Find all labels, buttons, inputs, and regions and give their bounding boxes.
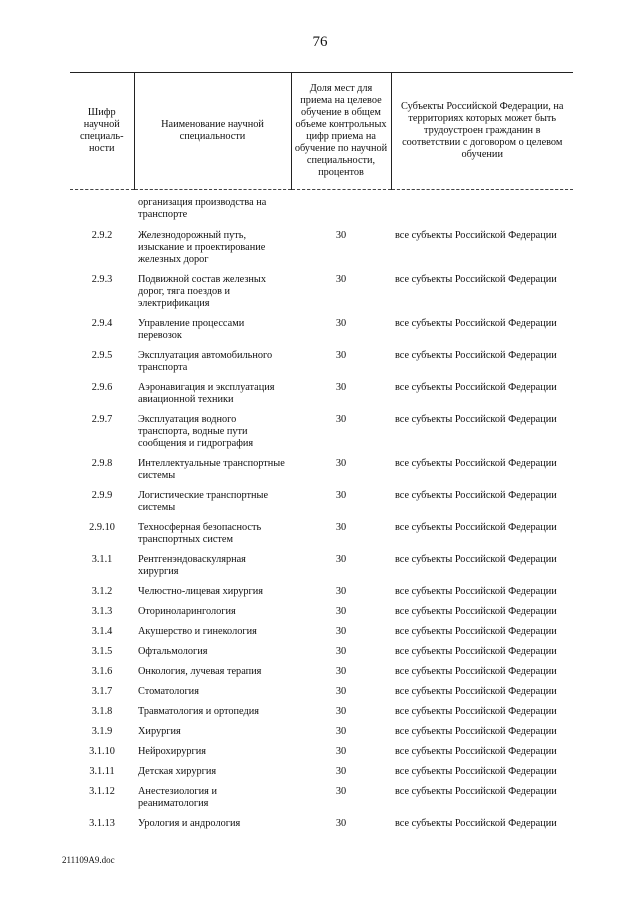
row-name: Челюстно-лицевая хирургия bbox=[138, 586, 264, 597]
row-name: Техносферная безопасность транспортных систем bbox=[138, 522, 262, 545]
row-share: 30 bbox=[335, 490, 347, 501]
table-row bbox=[70, 623, 573, 643]
row-share: 30 bbox=[335, 318, 347, 329]
table-body bbox=[70, 190, 573, 836]
table-row bbox=[70, 583, 573, 603]
row-share: 30 bbox=[335, 818, 347, 829]
row-code: 2.9.2 bbox=[91, 230, 113, 241]
row-code: 2.9.10 bbox=[89, 522, 115, 533]
row-code: 2.9.7 bbox=[91, 414, 113, 425]
row-name: Детская хирургия bbox=[138, 766, 217, 777]
row-share: 30 bbox=[335, 646, 347, 657]
row-share: 30 bbox=[335, 350, 347, 361]
row-code: 2.9.9 bbox=[91, 490, 113, 501]
row-subjects: все субъекты Российской Федерации bbox=[395, 666, 557, 677]
row-subjects: все субъекты Российской Федерации bbox=[395, 586, 557, 597]
table-row bbox=[70, 455, 573, 487]
row-code: 3.1.2 bbox=[91, 586, 113, 597]
row-share: 30 bbox=[335, 382, 347, 393]
row-code: 3.1.12 bbox=[89, 786, 115, 797]
header-name: Наименование научной специальности bbox=[134, 73, 291, 190]
table-row bbox=[70, 723, 573, 743]
row-subjects bbox=[391, 190, 573, 228]
row-code: 3.1.1 bbox=[91, 554, 113, 565]
row-code: 3.1.5 bbox=[91, 646, 113, 657]
row-share: 30 bbox=[335, 554, 347, 565]
table-row bbox=[70, 703, 573, 723]
row-subjects: все субъекты Российской Федерации bbox=[395, 554, 557, 565]
row-subjects: все субъекты Российской Федерации bbox=[395, 706, 557, 717]
row-code: 2.9.6 bbox=[91, 382, 113, 393]
row-share: 30 bbox=[335, 606, 347, 617]
row-code: 3.1.9 bbox=[91, 726, 113, 737]
table-row bbox=[70, 683, 573, 703]
row-code: 2.9.5 bbox=[91, 350, 113, 361]
row-share: 30 bbox=[335, 230, 347, 241]
row-share: 30 bbox=[335, 274, 347, 285]
row-subjects: все субъекты Российской Федерации bbox=[395, 606, 557, 617]
row-code: 3.1.3 bbox=[91, 606, 113, 617]
table-row bbox=[70, 411, 573, 455]
row-code bbox=[70, 190, 134, 228]
row-subjects: все субъекты Российской Федерации bbox=[395, 318, 557, 329]
row-subjects: все субъекты Российской Федерации bbox=[395, 818, 557, 829]
table-row bbox=[70, 743, 573, 763]
row-subjects: все субъекты Российской Федерации bbox=[395, 746, 557, 757]
row-share: 30 bbox=[335, 414, 347, 425]
table-row bbox=[70, 603, 573, 623]
row-share: 30 bbox=[335, 786, 347, 797]
row-share: 30 bbox=[335, 586, 347, 597]
table-row bbox=[70, 379, 573, 411]
row-subjects: все субъекты Российской Федерации bbox=[395, 458, 557, 469]
table-row bbox=[70, 227, 573, 271]
row-name: Травматология и ортопедия bbox=[138, 706, 259, 717]
row-name: Офтальмология bbox=[138, 646, 208, 657]
row-share: 30 bbox=[335, 666, 347, 677]
row-name: Подвижной состав железных дорог, тяга поездов и электрификация bbox=[138, 274, 266, 309]
row-subjects: все субъекты Российской Федерации bbox=[395, 350, 557, 361]
row-name: Хирургия bbox=[138, 726, 181, 737]
row-name: Акушерство и гинекология bbox=[138, 626, 257, 637]
row-subjects: все субъекты Российской Федерации bbox=[395, 726, 557, 737]
row-subjects: все субъекты Российской Федерации bbox=[395, 274, 557, 285]
row-name: Аэронавигация и эксплуатация авиационной техники bbox=[138, 382, 275, 405]
table-row bbox=[70, 519, 573, 551]
row-code: 3.1.8 bbox=[91, 706, 113, 717]
row-name: Нейрохирургия bbox=[138, 746, 206, 757]
row-name: Эксплуатация автомобильного транспорта bbox=[138, 350, 273, 373]
row-share: 30 bbox=[335, 522, 347, 533]
row-subjects: все субъекты Российской Федерации bbox=[395, 646, 557, 657]
row-name: Оториноларингология bbox=[138, 606, 236, 617]
row-name: Интеллектуальные транспортные системы bbox=[138, 458, 285, 481]
row-name: организация производства на транспорте bbox=[138, 197, 267, 220]
row-share: 30 bbox=[335, 746, 347, 757]
header-code: Шифр научной специаль-ности bbox=[70, 73, 134, 190]
row-name: Урология и андрология bbox=[138, 818, 241, 829]
header-subjects: Субъекты Российской Федерации, на территориях которых может быть трудоустроен гражданин в соответствии с договором о целевом обучении bbox=[391, 73, 573, 190]
row-code: 2.9.3 bbox=[91, 274, 113, 285]
row-share: 30 bbox=[335, 706, 347, 717]
row-name: Эксплуатация водного транспорта, водные пути сообщения и гидрография bbox=[138, 414, 254, 449]
row-subjects: все субъекты Российской Федерации bbox=[395, 490, 557, 501]
row-name: Железнодорожный путь, изыскание и проектирование железных дорог bbox=[138, 230, 266, 265]
row-subjects: все субъекты Российской Федерации bbox=[395, 686, 557, 697]
row-share bbox=[291, 190, 391, 228]
row-subjects: все субъекты Российской Федерации bbox=[395, 626, 557, 637]
row-share: 30 bbox=[335, 686, 347, 697]
row-code: 2.9.4 bbox=[91, 318, 113, 329]
row-name: Управление процессами перевозок bbox=[138, 318, 245, 341]
row-subjects: все субъекты Российской Федерации bbox=[395, 414, 557, 425]
row-name: Стоматология bbox=[138, 686, 199, 697]
table-row bbox=[70, 271, 573, 315]
row-code: 3.1.11 bbox=[89, 766, 115, 777]
row-name: Онкология, лучевая терапия bbox=[138, 666, 262, 677]
row-code: 3.1.4 bbox=[91, 626, 113, 637]
table-row bbox=[70, 347, 573, 379]
header-share: Доля мест для приема на целевое обучение в общем объеме контрольных цифр приема на обучение по научной специальности, процентов bbox=[291, 73, 391, 190]
row-name: Анестезиология и реаниматология bbox=[138, 786, 217, 809]
row-subjects: все субъекты Российской Федерации bbox=[395, 382, 557, 393]
row-share: 30 bbox=[335, 626, 347, 637]
table-row bbox=[70, 763, 573, 783]
table-row bbox=[70, 190, 573, 228]
row-code: 2.9.8 bbox=[91, 458, 113, 469]
table-row bbox=[70, 663, 573, 683]
table-row bbox=[70, 815, 573, 835]
row-name: Логистические транспортные системы bbox=[138, 490, 269, 513]
row-code: 3.1.13 bbox=[89, 818, 115, 829]
row-share: 30 bbox=[335, 766, 347, 777]
table-header bbox=[70, 73, 573, 190]
document-footer: 211109A9.doc bbox=[62, 855, 115, 865]
table-row bbox=[70, 315, 573, 347]
page-number: 76 bbox=[312, 34, 328, 50]
table-row bbox=[70, 551, 573, 583]
row-subjects: все субъекты Российской Федерации bbox=[395, 522, 557, 533]
row-share: 30 bbox=[335, 458, 347, 469]
specialty-table bbox=[70, 72, 573, 835]
row-code: 3.1.7 bbox=[91, 686, 113, 697]
row-code: 3.1.10 bbox=[89, 746, 115, 757]
table-row bbox=[70, 643, 573, 663]
row-subjects: все субъекты Российской Федерации bbox=[395, 786, 557, 797]
table-row bbox=[70, 487, 573, 519]
row-name: Рентгенэндоваскулярная хирургия bbox=[138, 554, 246, 577]
row-share: 30 bbox=[335, 726, 347, 737]
row-subjects: все субъекты Российской Федерации bbox=[395, 766, 557, 777]
row-subjects: все субъекты Российской Федерации bbox=[395, 230, 557, 241]
table-row bbox=[70, 783, 573, 815]
row-code: 3.1.6 bbox=[91, 666, 113, 677]
